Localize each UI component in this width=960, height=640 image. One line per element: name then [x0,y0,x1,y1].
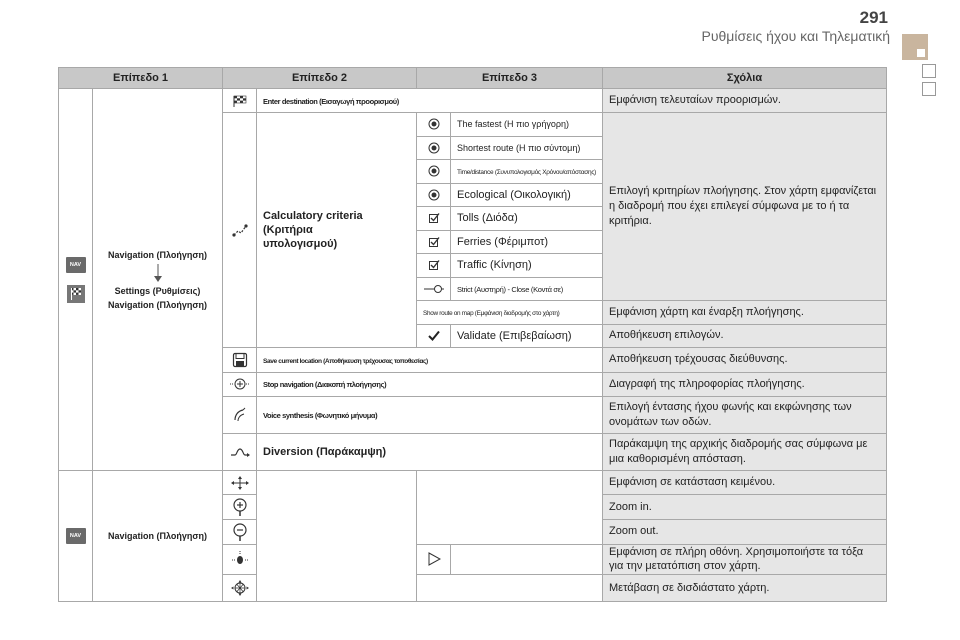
flag-icon [233,95,247,107]
header-comments: Σχόλια [603,68,887,89]
touch-icon-cell [223,544,257,575]
calculatory-icon-cell [223,112,257,347]
section-title: Ρυθμίσεις ήχου και Τηλεματική [701,28,890,44]
full-screen-comment: Εμφάνιση σε πλήρη οθόνη. Χρησιμοποιήστε τα τόξα για την μετατόπιση στον χάρτη. [603,544,887,575]
section-tab-active[interactable] [902,34,928,60]
radio-icon[interactable] [417,160,451,184]
option-fastest[interactable]: The fastest (Η πιο γρήγορη) [457,119,569,130]
diversion-icon-cell [223,434,257,471]
stop-navigation-icon [230,376,250,392]
play-icon-cell [417,544,451,575]
option-shortest[interactable]: Shortest route (Η πιο σύντομη) [457,142,581,153]
flag-icon-cell [223,89,257,113]
zoom-in-icon[interactable] [232,498,248,516]
slider-icon[interactable] [417,277,451,301]
path-navigation-2: Navigation (Πλοήγηση) [107,299,208,310]
zoom-out-icon-cell [223,519,257,544]
voice-synthesis-comment: Επιλογή έντασης ήχου φωνής και εκφώνησης των ονομάτων των οδών. [603,397,887,434]
enter-destination-label[interactable]: Enter destination (Εισαγωγή προορισμού) [263,96,399,106]
level1-path [93,89,223,470]
validate-comment: Αποθήκευση επιλογών. [603,324,887,348]
header-level3: Επίπεδο 3 [417,68,603,89]
checkbox-icon[interactable] [417,207,451,231]
option-time-distance[interactable]: Time/distance (Συνυπολογισμός Χρόνου/απόστασης) [457,169,597,177]
radio-icon[interactable] [417,112,451,136]
map-2d-icon[interactable] [231,580,249,596]
save-icon-cell [223,348,257,373]
arrow-down-icon [153,264,163,282]
touch-icon [231,551,249,567]
option-tolls[interactable]: Tolls (Διόδα) [457,212,518,225]
move-icon-cell [223,470,257,495]
checkbox-icon[interactable] [417,254,451,278]
move-icon [231,476,249,490]
enter-destination-comment: Εμφάνιση τελευταίων προορισμών. [603,89,887,113]
validate-label[interactable]: Validate (Επιβεβαίωση) [457,329,572,342]
section2-path: Navigation (Πλοήγηση) [107,530,208,541]
header-level1: Επίπεδο 1 [59,68,223,89]
save-icon [232,352,248,368]
path-navigation: Navigation (Πλοήγηση) [107,249,208,260]
option-ferries[interactable]: Ferries (Φέριμποτ) [457,235,549,248]
route-criteria-icon [232,222,248,238]
path-settings: Settings (Ρυθμίσεις) [114,285,201,296]
text-mode-comment: Εμφάνιση σε κατάσταση κειμένου. [603,470,887,495]
level1-icons [59,89,93,470]
voice-synthesis-label[interactable]: Voice synthesis (Φωνητικό μήνυμα) [263,411,378,421]
nav-icon: NAV [66,528,86,544]
map-2d-icon-cell [223,575,257,602]
calculatory-label-cell [257,112,417,347]
checkbox-icon[interactable] [417,230,451,254]
stop-icon-cell [223,372,257,397]
zoom-out-icon[interactable] [232,523,248,541]
stop-navigation-label[interactable]: Stop navigation (Διακοπή πλοήγησης) [263,380,387,390]
zoom-out-comment: Zoom out. [603,519,887,544]
voice-icon [232,407,248,423]
option-strict-close[interactable]: Strict (Αυστηρή) - Close (Κοντά σε) [457,284,563,294]
flag-icon [67,285,85,303]
header-level2: Επίπεδο 2 [223,68,417,89]
zoom-in-comment: Zoom in. [603,495,887,520]
nav-icon: NAV [66,257,86,273]
diversion-comment: Παράκαμψη της αρχικής διαδρομής σας σύμφωνα με μια καθορισμένη απόσταση. [603,434,887,471]
option-ecological[interactable]: Ecological (Οικολογική) [457,188,571,201]
calculatory-criteria-label[interactable]: Calculatory criteria (Κριτήρια υπολογισμού) [263,210,363,251]
zoom-in-icon-cell [223,495,257,520]
voice-icon-cell [223,397,257,434]
calculatory-comment: Επιλογή κριτηρίων πλοήγησης. Στον χάρτη εμφανίζεται η διαδρομή που έχει επιλεγεί σύμφωνα με το ή τα κριτήρια. [603,112,887,300]
stop-navigation-comment: Διαγραφή της πληροφορίας πλοήγησης. [603,372,887,397]
save-location-label[interactable]: Save current location (Αποθήκευση τρέχουσας τοποθεσίας) [263,357,428,365]
map-2d-comment: Μετάβαση σε δισδιάστατο χάρτη. [603,575,887,602]
save-location-comment: Αποθήκευση τρέχουσας διεύθυνσης. [603,348,887,373]
diversion-label[interactable]: Diversion (Παράκαμψη) [263,445,387,458]
radio-icon[interactable] [417,136,451,160]
radio-icon[interactable] [417,183,451,207]
section-tab[interactable] [922,82,936,96]
show-route-comment: Εμφάνιση χάρτη και έναρξη πλοήγησης. [603,301,887,325]
level1-nav-icon-cell [59,470,93,601]
diversion-icon [230,446,250,458]
settings-table [58,67,887,602]
show-route-label[interactable]: Show route on map (Εμφάνιση διαδρομής στο χάρτη) [423,310,560,318]
play-icon[interactable] [427,552,441,566]
page-number: 291 [859,8,888,27]
option-traffic[interactable]: Traffic (Κίνηση) [457,259,532,272]
check-icon[interactable] [417,324,451,348]
section-tab[interactable] [922,64,936,78]
